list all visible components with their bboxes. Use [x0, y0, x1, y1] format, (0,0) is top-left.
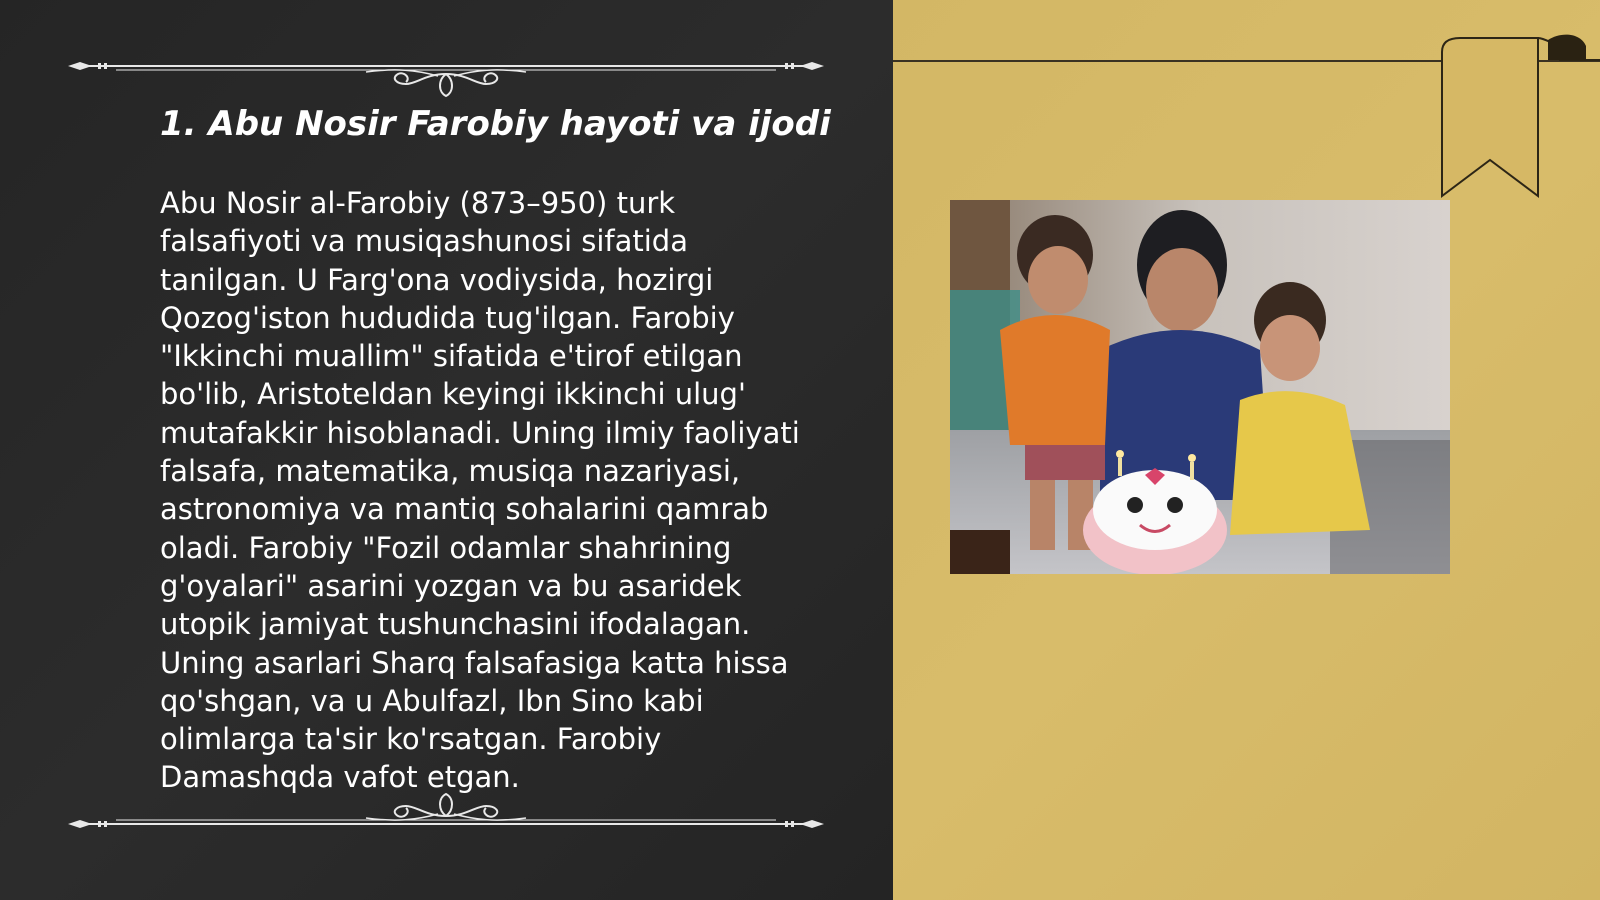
- slide-title: 1. Abu Nosir Farobiy hayoti va ijodi: [160, 104, 831, 144]
- body-line: Abu Nosir al-Farobiy (873–950) turk: [160, 186, 676, 220]
- body-line: tanilgan. U Farg'ona vodiysida, hozirgi: [160, 262, 714, 297]
- body-line: falsafiyoti va musiqashunosi sifatida: [160, 224, 688, 259]
- body-line: utopik jamiyat tushunchasini ifodalagan.: [160, 607, 751, 642]
- body-line: "Ikkinchi muallim" sifatida e'tirof etilgan: [160, 339, 743, 374]
- body-line: bo'lib, Aristoteldan keyingi ikkinchi ulug': [160, 377, 746, 412]
- family-photo: [950, 200, 1450, 574]
- body-line: qo'shgan, va u Abulfazl, Ibn Sino kabi: [160, 683, 704, 718]
- bookmark-ribbon-icon: [1430, 30, 1600, 205]
- body-line: Qozog'iston hududida tug'ilgan. Farobiy: [160, 300, 735, 335]
- body-line: astronomiya va mantiq sohalarini qamrab: [160, 492, 769, 527]
- body-line: Damashqda vafot etgan.: [160, 760, 520, 795]
- body-line: Uning asarlari Sharq falsafasiga katta hissa: [160, 645, 789, 680]
- body-line: oladi. Farobiy "Fozil odamlar shahrining: [160, 530, 732, 565]
- body-line: g'oyalari" asarini yozgan va bu asaridek: [160, 568, 742, 603]
- scroll-divider-icon: [66, 40, 826, 100]
- body-line: olimlarga ta'sir ko'rsatgan. Farobiy: [160, 722, 662, 757]
- body-line: mutafakkir hisoblanadi. Uning ilmiy faoliyati: [160, 415, 800, 450]
- body-line: falsafa, matematika, musiqa nazariyasi,: [160, 454, 741, 489]
- slide-body-text: [160, 184, 820, 797]
